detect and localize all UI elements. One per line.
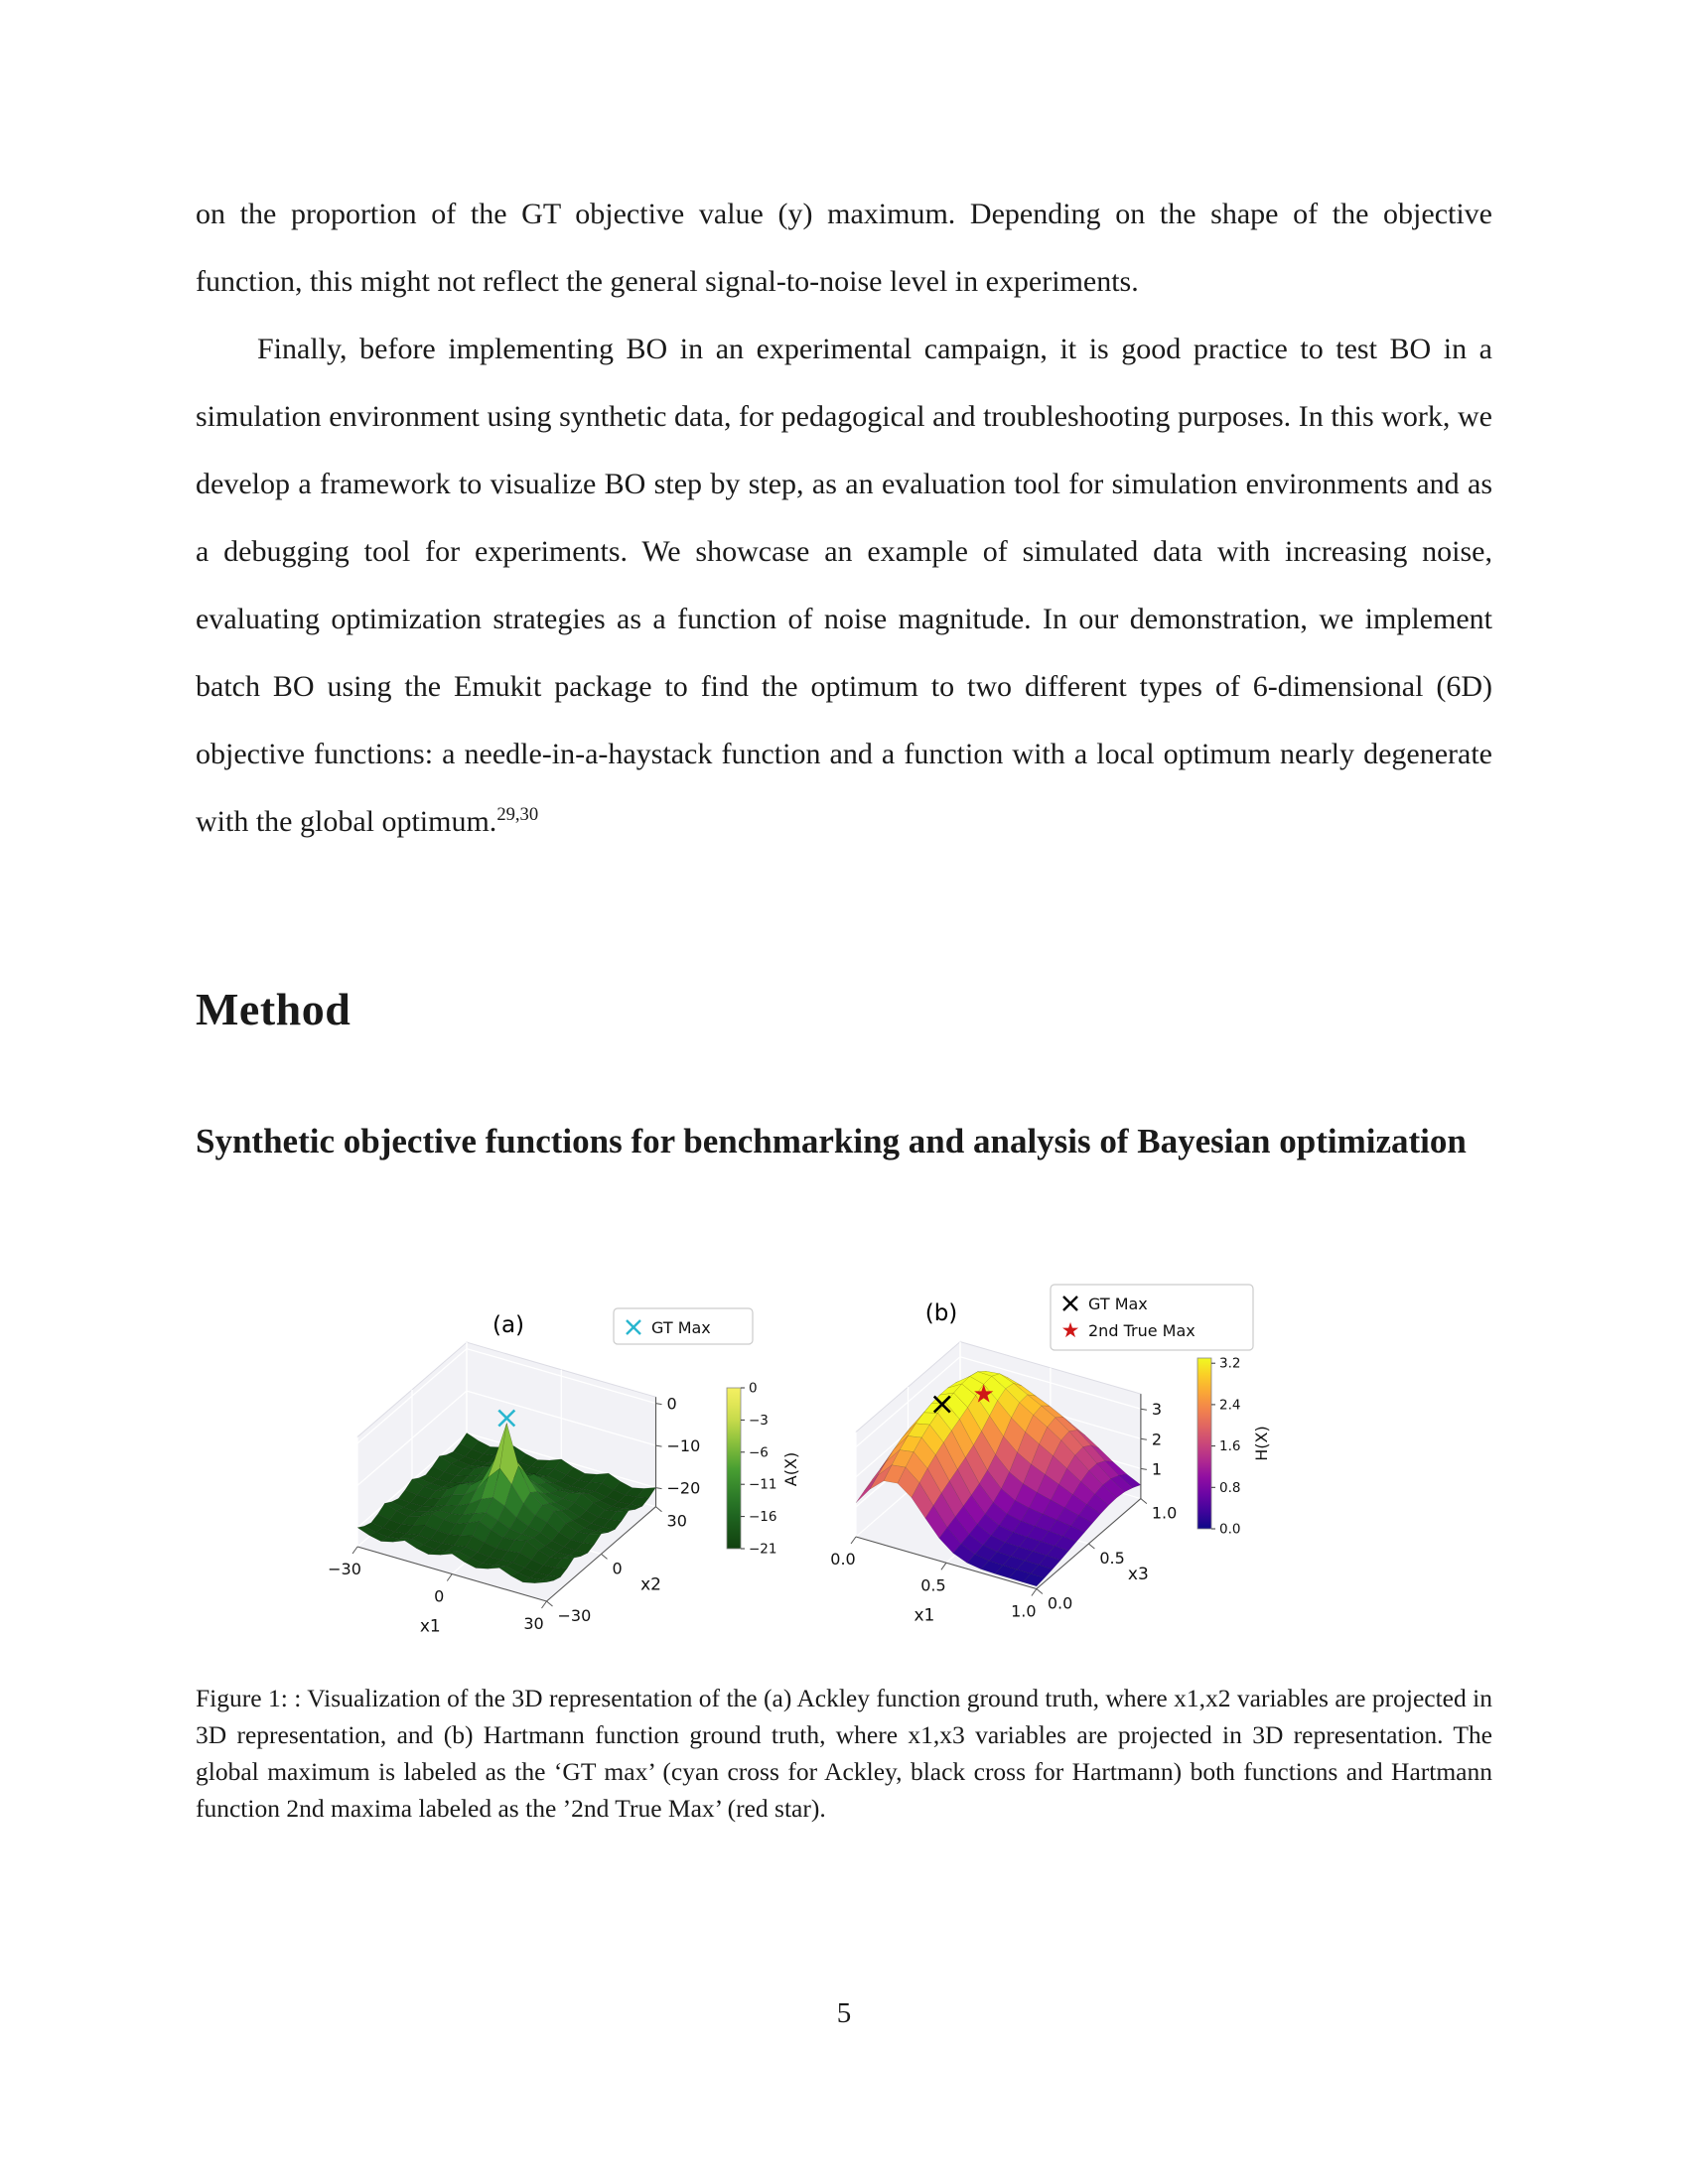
colorbar-label: A(X) [781,1451,800,1487]
svg-text:GT Max: GT Max [651,1318,711,1337]
svg-text:0.0: 0.0 [1047,1593,1073,1613]
svg-text:0.5: 0.5 [920,1575,946,1595]
svg-text:−10: −10 [666,1436,701,1456]
svg-text:3: 3 [1151,1400,1163,1420]
svg-text:−6: −6 [749,1444,769,1461]
svg-text:0: 0 [749,1380,758,1397]
colorbar [1197,1356,1271,1538]
caption-text: Visualization of the 3D representation of the (a) Ackley function ground truth, where x1,x2 variables are projected in 3D representation, and (b) Hartmann function ground truth, where x1,x3 variables are projected in 3D representation. The global maximum is labeled as the ‘GT max’ (cyan cross for Ackley, black cross for Hartmann) both functions and Hartmann function 2nd maxima labeled as the ’2nd True Max’ (red star). [196,1684,1492,1823]
colorbar [727,1381,800,1558]
figure-caption [196,1680,1492,1827]
panel-label: (a) [492,1312,525,1338]
svg-text:−16: −16 [749,1509,777,1526]
svg-text:0.5: 0.5 [1099,1549,1125,1569]
svg-text:0: 0 [666,1394,677,1414]
hartmann-3d-surface-plot [814,1271,1311,1673]
svg-text:−21: −21 [749,1541,777,1558]
svg-text:GT Max: GT Max [1088,1295,1148,1313]
svg-text:0: 0 [434,1586,445,1606]
paragraph-1 [196,181,1492,316]
svg-text:−20: −20 [666,1478,701,1498]
svg-text:−30: −30 [557,1606,592,1625]
svg-text:2nd True Max: 2nd True Max [1088,1321,1196,1340]
svg-text:2: 2 [1151,1430,1163,1449]
svg-text:−3: −3 [749,1412,769,1429]
svg-text:2.4: 2.4 [1219,1397,1241,1414]
svg-text:30: 30 [523,1614,544,1633]
svg-text:1.0: 1.0 [1011,1601,1037,1621]
subsection-heading: Synthetic objective functions for benchmarking and analysis of Bayesian optimization [196,1122,1467,1160]
svg-text:0: 0 [612,1559,623,1578]
svg-text:1.6: 1.6 [1219,1438,1241,1455]
svg-text:−11: −11 [749,1476,777,1493]
svg-text:3.2: 3.2 [1219,1355,1241,1372]
svg-text:0.0: 0.0 [1219,1521,1241,1538]
citation-superscript: 29,30 [496,804,539,825]
svg-text:0.8: 0.8 [1219,1479,1241,1496]
svg-text:1.0: 1.0 [1151,1503,1178,1523]
section-heading: Method [196,984,352,1034]
figure-1 [298,1271,1311,1673]
legend [1051,1285,1253,1350]
panel-label: (b) [924,1300,958,1326]
y-axis-label: x3 [1127,1565,1149,1585]
body-text [196,181,1492,856]
svg-text:1: 1 [1151,1459,1163,1479]
paragraph-2-text: Finally, before implementing BO in an experimental campaign, it is good practice to test BO in a simulation environment using synthetic data, for pedagogical and troubleshooting purposes. In this work, we develop a framework to visualize BO step by step, as an evaluation tool for simulation environments and as a debugging tool for experiments. We showcase an example of simulated data with increasing noise, evaluating optimization strategies as a function of noise magnitude. In our demonstration, we implement batch BO using the Emukit package to find the optimum to two different types of 6-dimensional (6D) objective functions: a needle-in-a-haystack function and a function with a local optimum nearly degenerate with the global optimum. [196,333,1492,838]
x-axis-label: x1 [914,1605,935,1626]
page-number: 5 [836,1997,852,2029]
legend [614,1308,753,1344]
svg-text:−30: −30 [328,1560,361,1578]
svg-text:0.0: 0.0 [830,1550,856,1569]
svg-text:★: ★ [972,1379,995,1409]
colorbar-label: H(X) [1252,1426,1271,1461]
paragraph-1-text: on the proportion of the GT objective value (y) maximum. Depending on the shape of the objective function, this might not reflect the general signal-to-noise level in experiments. [196,198,1492,298]
ackley-3d-surface-plot [298,1271,814,1673]
x-axis-label: x1 [419,1616,441,1637]
svg-text:★: ★ [1060,1318,1080,1342]
y-axis-label: x2 [640,1574,661,1595]
svg-text:30: 30 [666,1511,687,1531]
paragraph-2 [196,316,1492,856]
caption-label: Figure 1: : [196,1684,302,1712]
